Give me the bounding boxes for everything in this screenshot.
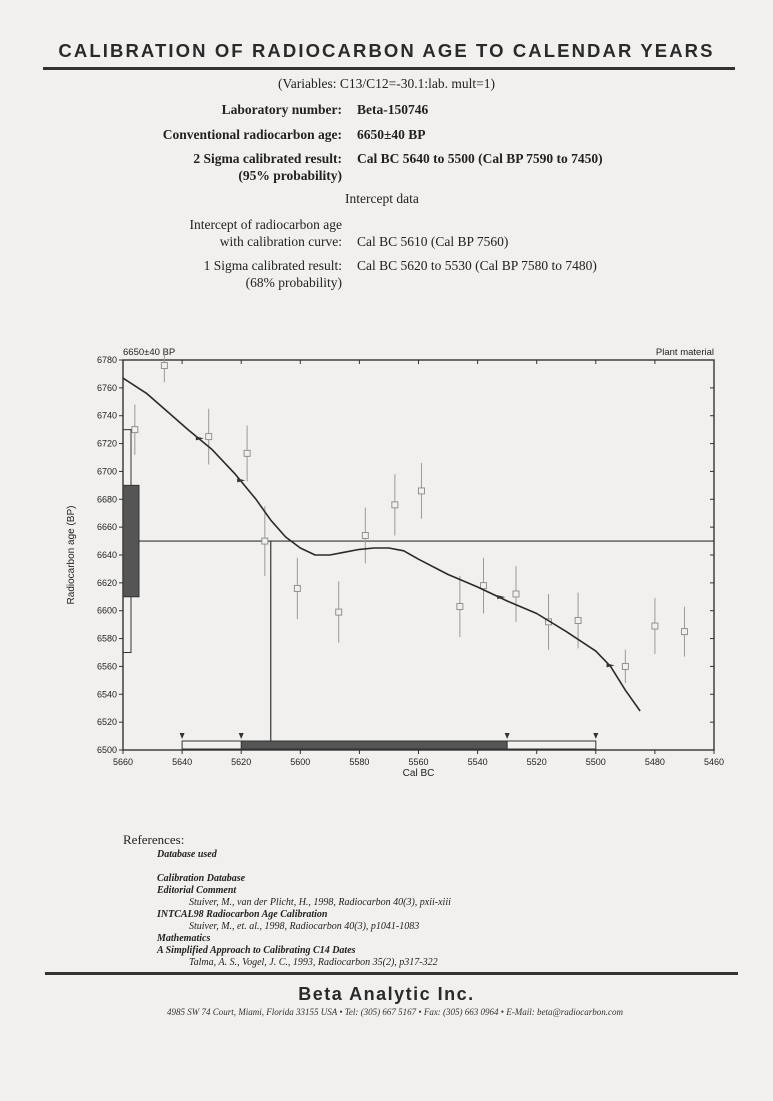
x-tick-label: 5540 <box>467 757 488 767</box>
y-tick-label: 6720 <box>96 438 117 449</box>
intercept-heading: Intercept data <box>345 191 419 206</box>
reference-item: Editorial Comment <box>157 885 237 896</box>
x-tick-label: 5600 <box>290 757 311 767</box>
data-point <box>622 663 628 669</box>
y-tick-label: 6540 <box>96 689 117 700</box>
one-sigma-age-band <box>123 485 139 596</box>
data-point <box>161 363 167 369</box>
reference-item: Mathematics <box>157 933 211 944</box>
data-point <box>244 450 250 456</box>
one-sigma-value: Cal BC 5620 to 5530 (Cal BP 7580 to 7480) <box>357 258 597 273</box>
data-point <box>262 538 268 544</box>
y-tick-label: 6760 <box>96 382 117 393</box>
reference-item <box>157 861 451 873</box>
band-marker <box>180 733 185 739</box>
data-point <box>513 591 519 597</box>
x-tick-label: 5500 <box>585 757 606 767</box>
y-tick-label: 6500 <box>96 745 117 755</box>
reference-item: A Simplified Approach to Calibrating C14 Dates <box>157 945 356 956</box>
y-tick-label: 6520 <box>96 717 117 728</box>
y-axis-label: Radiocarbon age (BP) <box>66 505 77 605</box>
data-point <box>652 623 658 629</box>
band-marker <box>593 733 598 739</box>
two-sigma-prob-label: (95% probability) <box>238 168 342 183</box>
y-tick-label: 6560 <box>96 661 117 672</box>
x-tick-label: 5480 <box>644 757 665 767</box>
y-tick-label: 6600 <box>96 605 117 616</box>
data-point <box>362 533 368 539</box>
data-point <box>575 617 581 623</box>
x-tick-label: 5520 <box>526 757 547 767</box>
x-tick-label: 5620 <box>231 757 252 767</box>
y-tick-label: 6780 <box>96 355 117 365</box>
calibration-chart <box>0 340 773 800</box>
y-tick-label: 6640 <box>96 550 117 560</box>
conv-age-label: Conventional radiocarbon age: <box>162 127 342 142</box>
intercept-label-2: with calibration curve: <box>219 234 342 249</box>
data-point <box>481 583 487 589</box>
band-marker <box>239 733 244 739</box>
x-tick-label: 5640 <box>172 757 193 767</box>
x-tick-label: 5560 <box>408 757 429 767</box>
references <box>123 832 451 969</box>
references-heading: References: <box>123 832 185 847</box>
x-axis-label: Cal BC <box>402 768 435 779</box>
x-tick-label: 5660 <box>112 757 134 767</box>
data-point <box>457 604 463 610</box>
calibration-curve <box>123 378 640 711</box>
data-point <box>294 585 300 591</box>
data-point <box>336 609 342 615</box>
one-sigma-calendar-band <box>241 741 507 749</box>
reference-item: Calibration Database <box>157 873 246 884</box>
y-tick-label: 6740 <box>96 410 117 421</box>
variables-line: (Variables: C13/C12=-30.1:lab. mult=1) <box>278 76 495 91</box>
reference-item: Stuiver, M., et. al., 1998, Radiocarbon 40(3), p1041-1083 <box>189 921 420 932</box>
y-tick-label: 6680 <box>96 494 117 505</box>
y-tick-label: 6580 <box>96 633 117 644</box>
page-title: CALIBRATION OF RADIOCARBON AGE TO CALENDAR YEARS <box>58 40 715 61</box>
x-tick-label: 5460 <box>703 757 725 767</box>
bottom-divider <box>45 972 738 975</box>
company-name: Beta Analytic Inc. <box>298 984 475 1004</box>
company-address: 4985 SW 74 Court, Miami, Florida 33155 USA • Tel: (305) 667 5167 • Fax: (305) 663 0964 • E-Mail: beta@radiocarbon.com <box>167 1007 623 1017</box>
x-tick-label: 5580 <box>349 757 370 767</box>
band-marker <box>505 733 510 739</box>
reference-item: Stuiver, M., van der Plicht, H., 1998, Radiocarbon 40(3), pxii-xiii <box>189 897 451 908</box>
data-point <box>418 488 424 494</box>
data-point <box>132 427 138 433</box>
material-label: Plant material <box>655 347 714 358</box>
intercept-value: Cal BC 5610 (Cal BP 7560) <box>357 234 509 249</box>
sample-age-label: 6650±40 BP <box>123 347 176 358</box>
y-tick-label: 6620 <box>96 577 117 588</box>
conv-age-value: 6650±40 BP <box>357 127 426 142</box>
reference-item: Database used <box>157 849 217 860</box>
data-point <box>681 629 687 635</box>
reference-item: Talma, A. S., Vogel, J. C., 1993, Radiocarbon 35(2), p317-322 <box>189 957 438 968</box>
one-sigma-prob-label: (68% probability) <box>245 275 342 290</box>
y-tick-label: 6660 <box>96 522 117 533</box>
data-point <box>392 502 398 508</box>
top-divider <box>43 67 735 70</box>
lab-number-label: Laboratory number: <box>221 102 342 117</box>
two-sigma-label: 2 Sigma calibrated result: <box>193 151 342 166</box>
one-sigma-label: 1 Sigma calibrated result: <box>203 258 342 273</box>
lab-number-value: Beta-150746 <box>357 102 429 117</box>
reference-item: INTCAL98 Radiocarbon Age Calibration <box>157 909 328 920</box>
data-point <box>206 434 212 440</box>
intercept-label: Intercept of radiocarbon age <box>189 217 342 232</box>
two-sigma-value: Cal BC 5640 to 5500 (Cal BP 7590 to 7450) <box>357 151 603 166</box>
y-tick-label: 6700 <box>96 466 117 477</box>
